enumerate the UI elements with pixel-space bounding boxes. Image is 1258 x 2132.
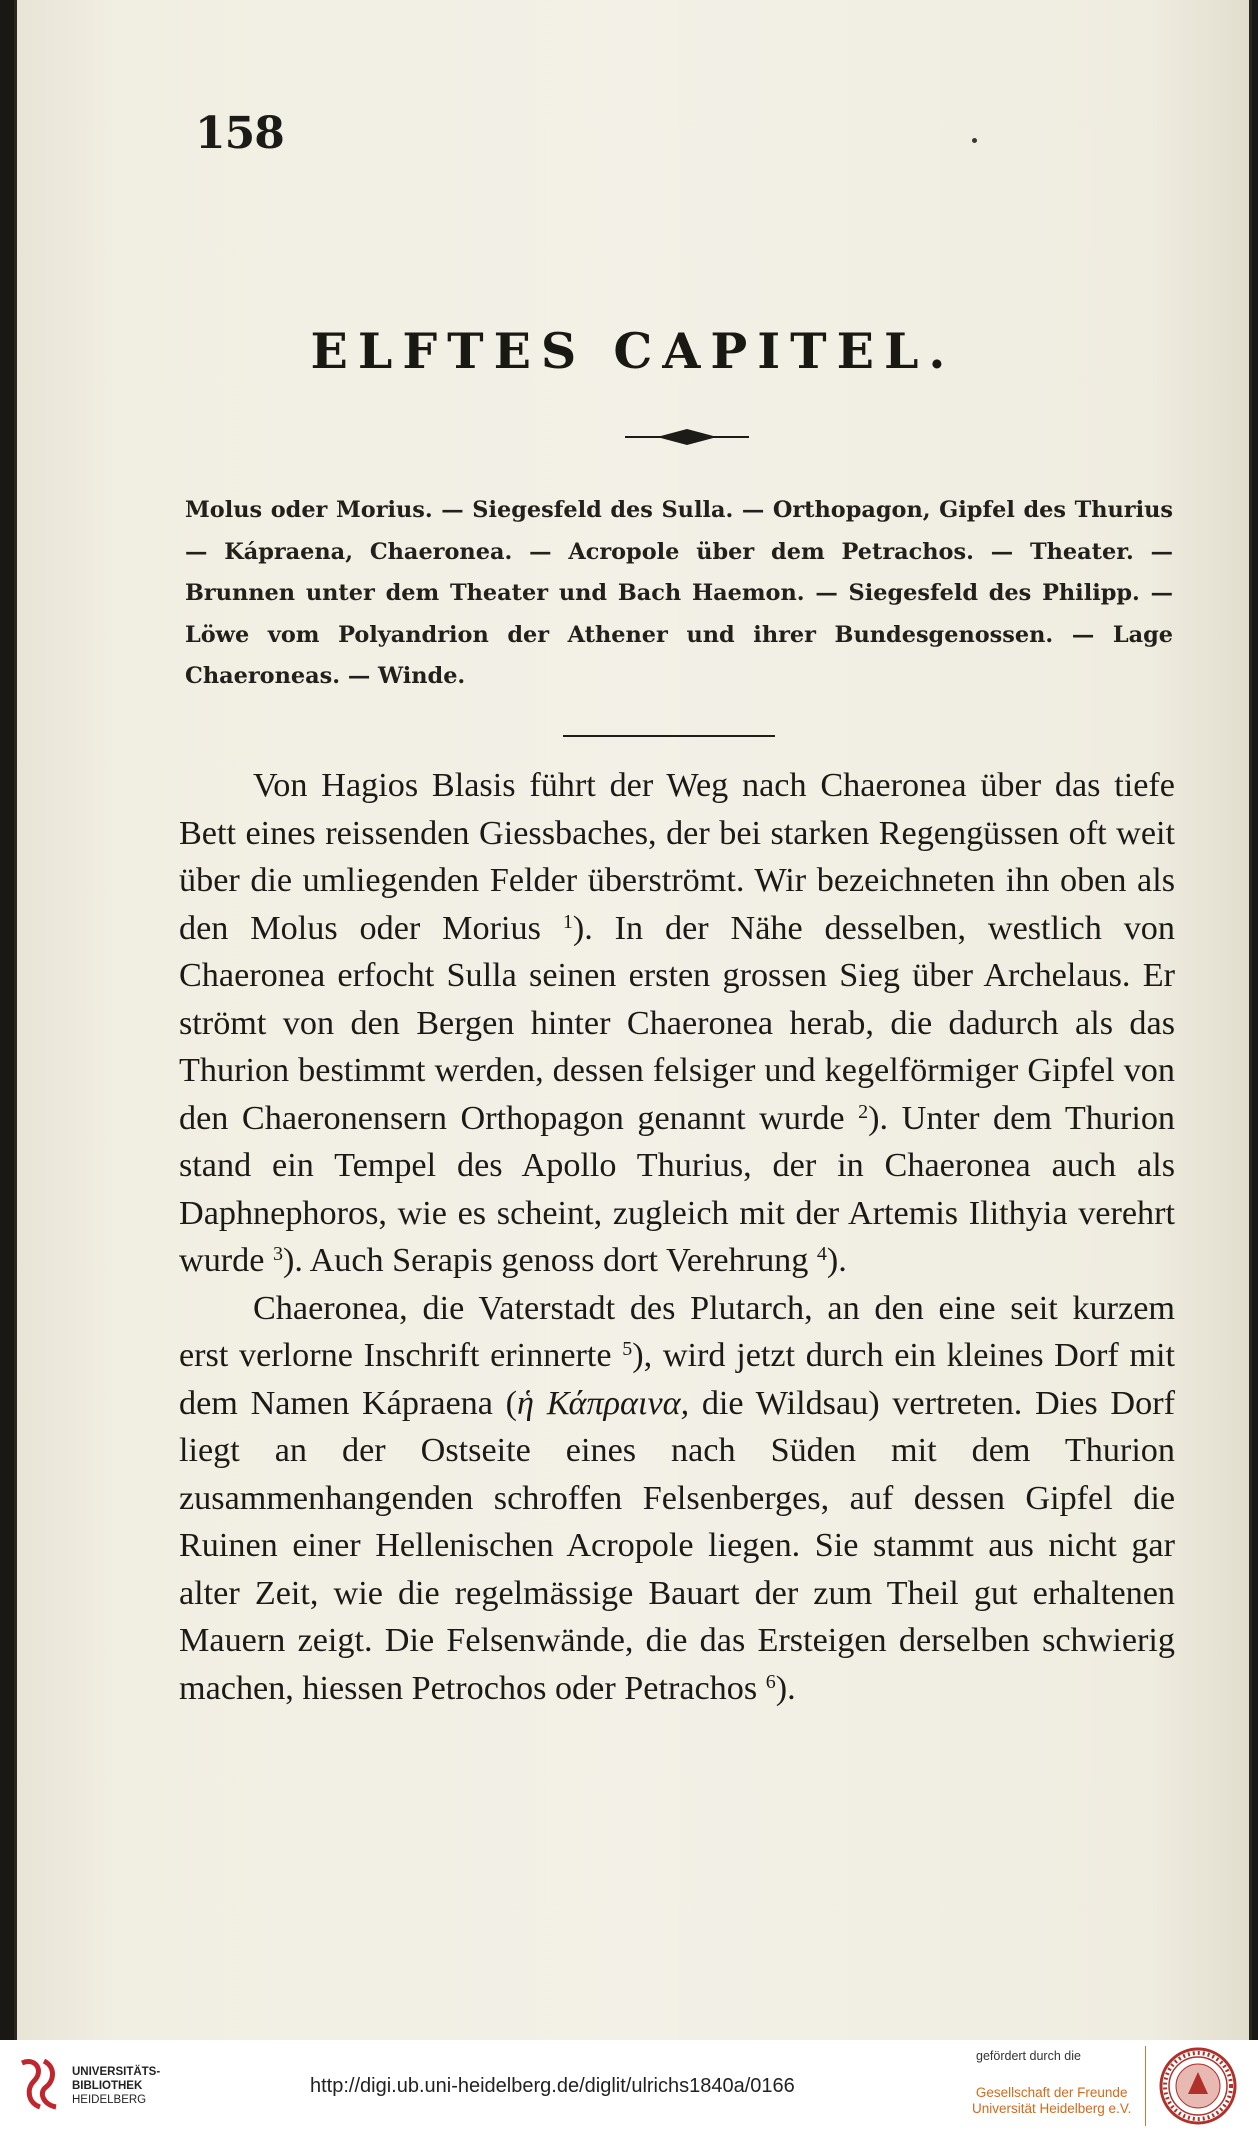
p2-text-1: Chaeronea, die Vaterstadt des Plutarch, an den eine seit kurzem erst verlorne Inschrift erinnerte [179,1289,1175,1374]
p1-text-5: ). [826,1242,847,1279]
p2-text-3: die Wildsau) vertreten. Dies Dorf liegt an der Ostseite eines nach Süden mit dem Thurion zusammenhangenden schroffen Felsenberges, auf dessen Gipfel die Ruinen einer Hellenischen Acropole liegen. Sie stammt aus nicht gar alter Zeit, wie die regelmässige Bauart der zum Theil gut erhaltenen Mauern zeigt. Die Felsenwände, die das Ersteigen derselben schwierig machen, hiessen Petrochos oder Petrachos [179,1384,1175,1707]
footer-divider [1145,2046,1146,2126]
footnote-ref: 5 [622,1338,633,1360]
society-name-line: Universität Heidelberg e.V. [972,2101,1132,2116]
ornament-divider-icon [623,426,751,448]
library-name-line: UNIVERSITÄTS- [72,2066,161,2078]
footnote-ref: 3 [272,1243,283,1265]
p1-text-4: ). Auch Serapis genoss dort Verehrung [282,1242,817,1279]
viewer-footer [0,2040,1258,2132]
footnote-ref: 1 [562,910,573,933]
paragraph-2 [179,1285,1175,1713]
university-seal-icon [1158,2046,1238,2126]
page-number: 158 [195,108,284,159]
chapter-summary: Molus oder Morius. — Siegesfeld des Sulla. — Orthopagon, Gipfel des Thurius — Kápraena, Chaeronea. — Acropole über dem Petrachos. — Theater. — Brunnen unter dem Theater und Bach Haemon. — Siegesfeld des Philipp. — Löwe vom Polyandrion der Athener und ihrer Bundesgenossen. — Lage Chaeroneas. — Winde. [185,497,1173,689]
p1-text-3: ). Unter dem Thurion stand ein Tempel des Apollo Thurius, der in Chaeronea auch als Daphnephoros, wie es scheint, zugleich mit der Artemis Ilithyia verehrt wurde [179,1099,1176,1279]
society-name[interactable] [972,2085,1131,2117]
university-library-logo-icon[interactable] [14,2053,66,2115]
library-name-line: HEIDELBERG [72,2094,147,2106]
society-name-line: Gesellschaft der Freunde [975,2085,1128,2100]
permalink-url[interactable]: http://digi.ub.uni-heidelberg.de/diglit/ulrichs1840a/0166 [310,2075,795,2097]
funded-by-label: gefördert durch die [976,2049,1081,2063]
print-speck [972,138,977,143]
greek-term: ἡ Κάπραινα, [517,1384,690,1422]
paragraph-1 [179,762,1175,1285]
p1-text-2: ). In der Nähe desselben, westlich von Chaeronea erfocht Sulla seinen ersten grossen Sieg über Archelaus. Er strömt von den Bergen hinter Chaeronea herab, die dadurch als das Thurion bestimmt werden, dessen felsiger und kegelförmiger Gipfel von den Chaeronensern Orthopagon genannt wurde [179,909,1175,1137]
p2-text-2: ), wird jetzt durch ein kleines Dorf mit dem Namen Kápraena ( [179,1337,1175,1422]
main-text [179,762,1175,1712]
footnote-ref: 6 [765,1670,776,1693]
p2-text-4: ). [775,1669,796,1707]
book-page [14,0,1252,2040]
footnote-ref: 2 [858,1100,869,1123]
footnote-ref: 4 [816,1243,827,1265]
chapter-title: ELFTES CAPITEL. [310,322,956,380]
p1-text-1: Von Hagios Blasis führt der Weg nach Chaeronea über das tiefe Bett eines reissenden Giessbaches, der bei starken Regengüssen oft weit über die umliegenden Felder überströmt. Wir bezeichneten ihn oben als den Molus oder Morius [179,767,1175,947]
library-name [72,2065,160,2107]
section-rule [563,735,775,737]
bleed-through-text [197,112,1177,140]
library-name-line: BIBLIOTHEK [72,2080,143,2092]
